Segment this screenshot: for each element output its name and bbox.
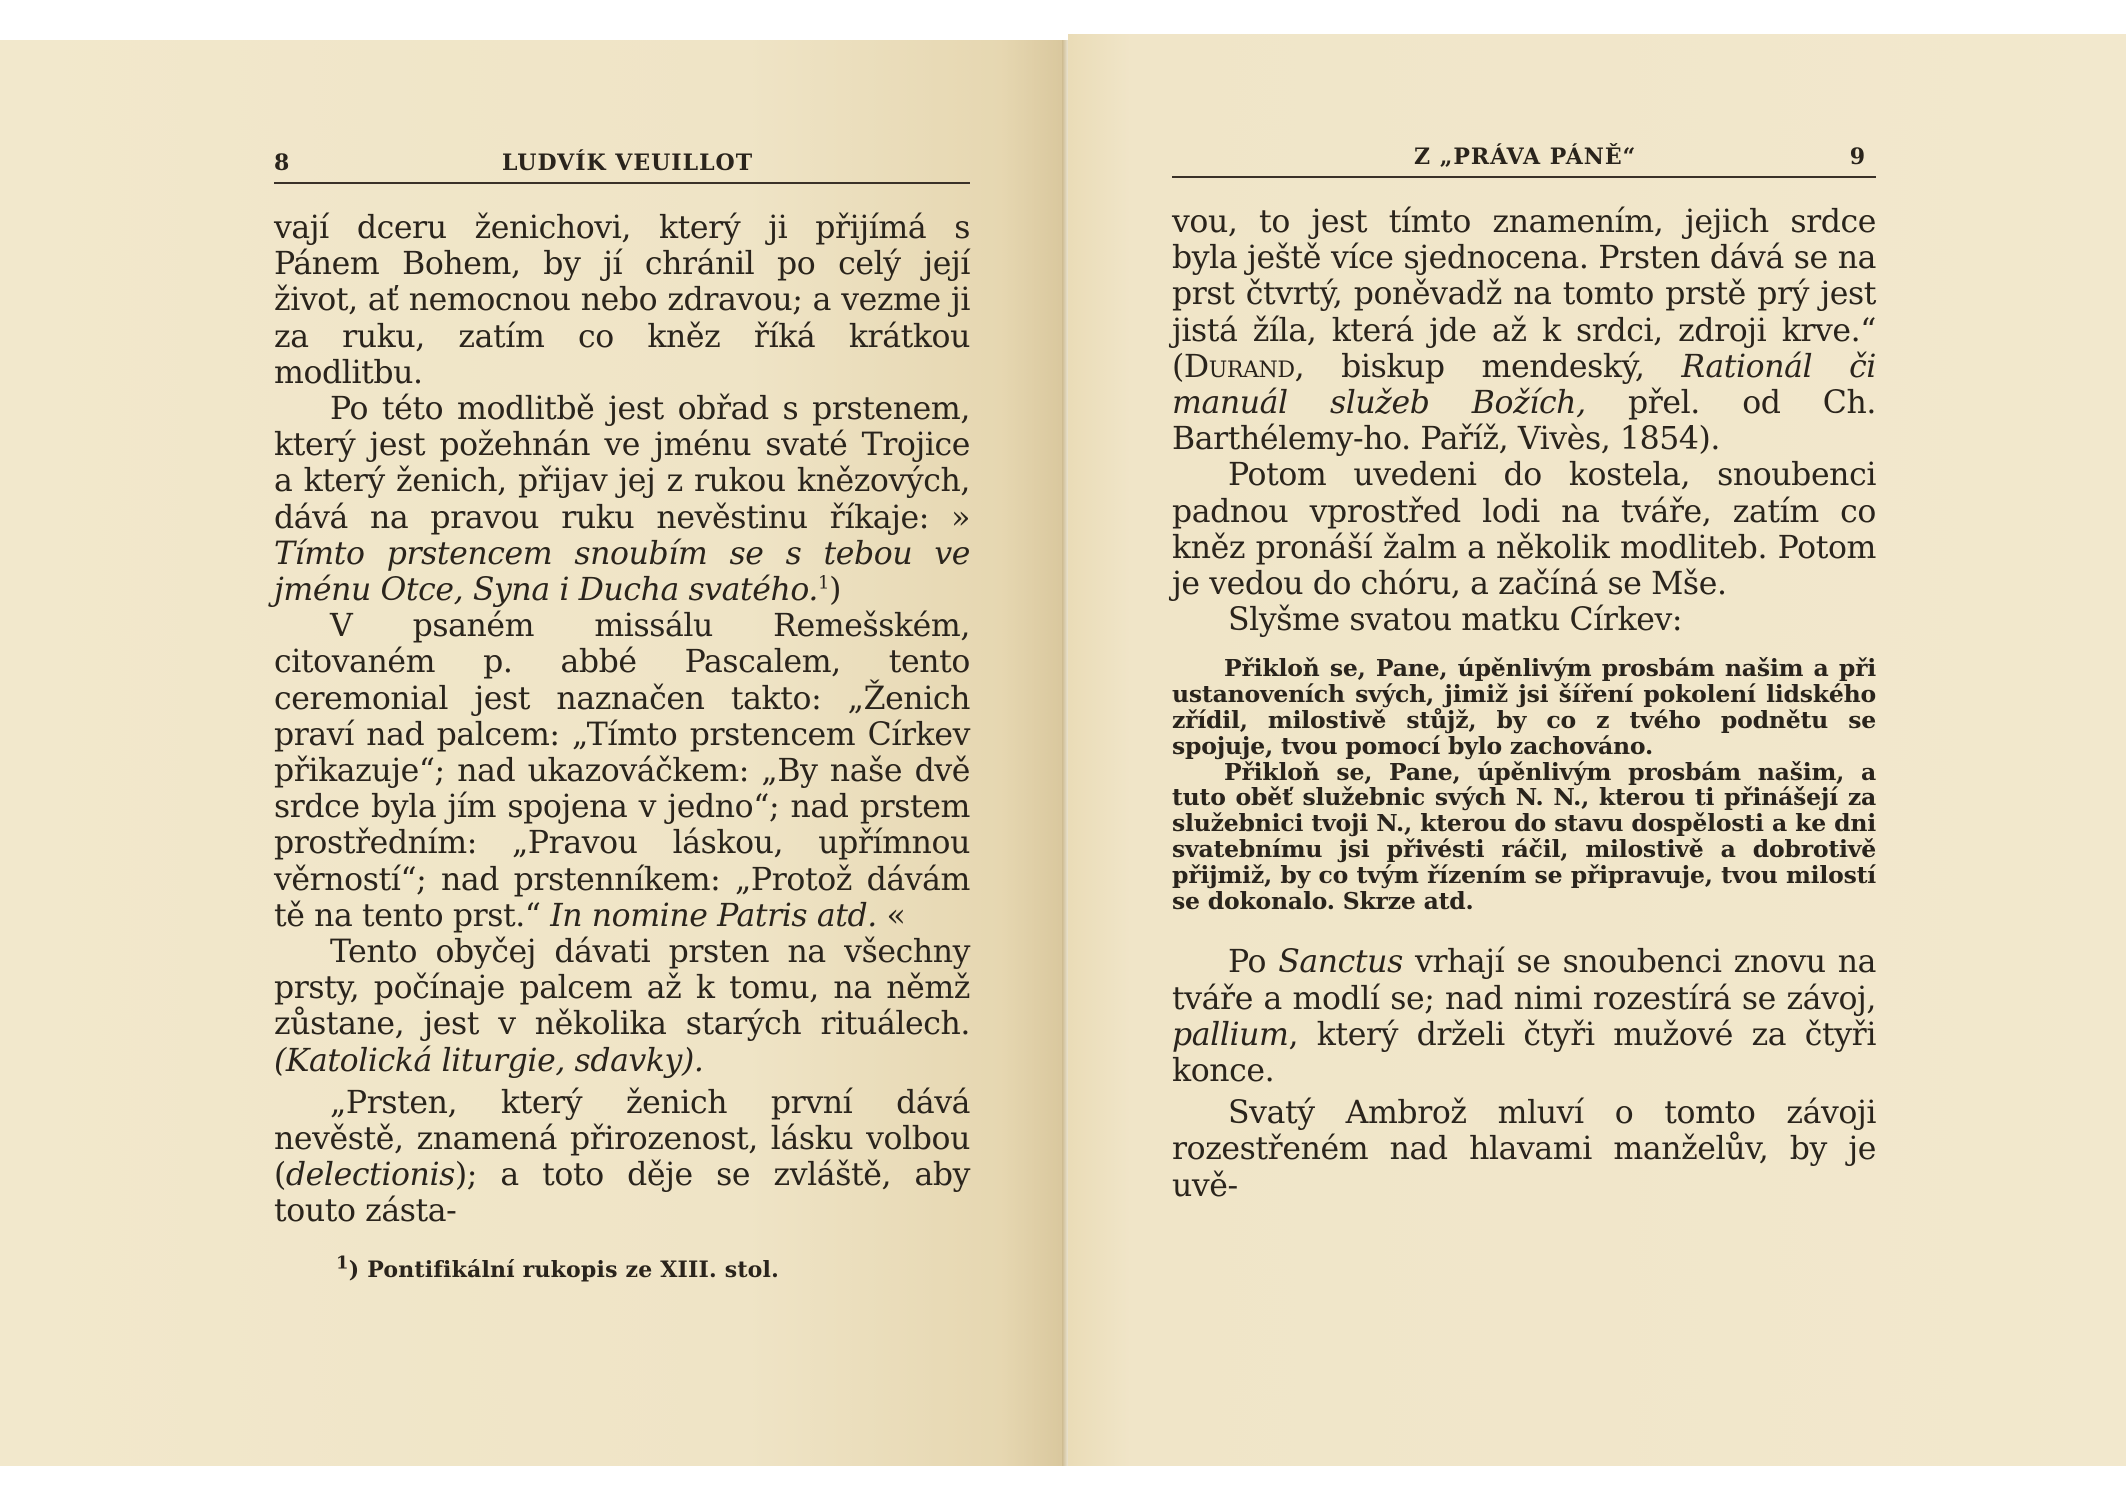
- paragraph: [1172, 602, 1876, 638]
- footnote-text: ) Pontifikální rukopis ze XIII. stol.: [348, 1257, 779, 1283]
- paragraph: [274, 608, 970, 934]
- paragraph-text: ): [829, 572, 841, 609]
- paragraph: [274, 934, 970, 1079]
- paragraph: [1172, 457, 1876, 602]
- paragraph-text: Potom uvedeni do kostela, snoubenci padnou vprostřed lodi na tváře, zatím co kněz pronáší žalm a několik modliteb. Potom je vedou do chóru, a začíná se Mše.: [1172, 457, 1876, 603]
- right-page-header: [1172, 144, 1876, 178]
- left-page: [0, 40, 1065, 1466]
- italic-text: Rationál či manuál služeb Božích,: [1172, 348, 1876, 422]
- running-head: Z „PRÁVA PÁNĚ“: [1414, 144, 1637, 170]
- prayer-paragraph: Přikloň se, Pane, úpěnlivým prosbám našim a při ustanoveních svých, jimiž jsi šíření pokolení lidského zřídil, milostivě stůjž, by co z tvého podnětu se spojuje, tvou pomocí bylo zachováno.: [1172, 654, 1876, 760]
- paragraph-text: , který drželi čtyři mužové za čtyři konce.: [1172, 1016, 1876, 1090]
- prayer-paragraph: Přikloň se, Pane, úpěnlivým prosbám našim, a tuto oběť služebnic svých N. N., kterou ti přinášejí za služebnici tvoji N., kterou do stavu dospělosti a ke dni svatebnímu jsi přivésti ráčil, milostivě a dobrotivě přijmiž, by co tvým řízením se připravuje, tvou milostí se dokonalo. Skrze atd.: [1172, 757, 1876, 915]
- paragraph-text: Svatý Ambrož mluví o tomto závoji rozestřeném nad hlavami manželův, by je uvě-: [1172, 1095, 1876, 1204]
- paragraph-text: Po: [1228, 944, 1279, 981]
- paragraph-text: V psaném missálu Remešském, citovaném p. abbé Pascalem, tento ceremonial jest naznačen takto: „Ženich praví nad palcem: „Tímto prstencem Církev přikazuje“; nad ukazováčkem: „By naše dvě srdce byla jím spojena v jedno“; nad prstem prostředním: „Pravou láskou, upřímnou věrností“; nad prstenníkem: „Protož dávám tě na tento prst.“: [274, 608, 970, 934]
- paragraph: [1172, 944, 1876, 1089]
- right-page-body: [1172, 204, 1876, 1204]
- paragraph-text: Po této modlitbě jest obřad s prstenem, který jest požehnán ve jménu svaté Trojice a který ženich, přijav jej z rukou knězových, dává na pravou ruku nevěstinu říkaje: »: [274, 391, 970, 536]
- italic-text: delectionis: [285, 1157, 455, 1194]
- page-number: 9: [1849, 144, 1866, 170]
- paragraph-text: přel. od Ch. Barthélemy-ho. Paříž, Vivès, 1854).: [1172, 385, 1876, 458]
- running-head: LUDVÍK VEUILLOT: [502, 150, 754, 176]
- italic-text: (Katolická liturgie, sdavky).: [274, 1042, 704, 1079]
- paragraph-text: vrhají se snoubenci znovu na tváře a modlí se; nad nimi rozestírá se závoj,: [1172, 944, 1877, 1017]
- author-name: Durand: [1183, 348, 1295, 385]
- paragraph-text: ); a toto děje se zvláště, aby touto zásta-: [274, 1157, 970, 1230]
- paragraph-text: «: [876, 897, 906, 934]
- page-number: 8: [274, 150, 291, 176]
- paragraph-text: , biskup mendeský,: [1294, 348, 1682, 385]
- left-page-header: [274, 150, 970, 184]
- paragraph: [274, 391, 970, 608]
- paragraph: [274, 210, 970, 391]
- italic-text: In nomine Patris atd.: [550, 897, 877, 934]
- paragraph: [1172, 1095, 1876, 1204]
- paragraph-text: „Prsten, který ženich první dává nevěstě, znamená přirozenost, lásku volbou (: [274, 1084, 970, 1194]
- footnote-number: 1: [336, 1252, 349, 1274]
- paragraph: [274, 1085, 970, 1230]
- paragraph-text: Slyšme svatou matku Církev:: [1228, 602, 1683, 639]
- prayer-quotation: [1172, 656, 1876, 914]
- footnote: [336, 1252, 779, 1283]
- right-page: [1068, 34, 2126, 1466]
- italic-text: Sanctus: [1278, 944, 1403, 981]
- italic-text: pallium: [1172, 1016, 1289, 1053]
- paragraph-text: Tento obyčej dávati prsten na všechny prsty, počínaje palcem až k tomu, na němž zůstane, jest v několika starých rituálech.: [274, 934, 970, 1043]
- paragraph-text: vou, to jest tímto znamením, jejich srdce byla ještě více sjednocena. Prsten dává se na prst čtvrtý, poněvadž na tomto prstě prý jest jistá žíla, která jde až k srdci, zdroji krve.“ (: [1172, 204, 1876, 385]
- left-page-body: [274, 210, 970, 1230]
- paragraph-text: vají dceru ženichovi, který ji přijímá s Pánem Bohem, by jí chránil po celý její život, ať nemocnou nebo zdravou; a vezme ji za ruku, zatím co kněz říká krátkou modlitbu.: [274, 210, 970, 391]
- italic-text: Tímto prstencem snoubím se s tebou ve jménu Otce, Syna i Ducha svatého.: [274, 535, 970, 609]
- paragraph: [1172, 204, 1876, 457]
- footnote-reference: 1: [818, 572, 830, 594]
